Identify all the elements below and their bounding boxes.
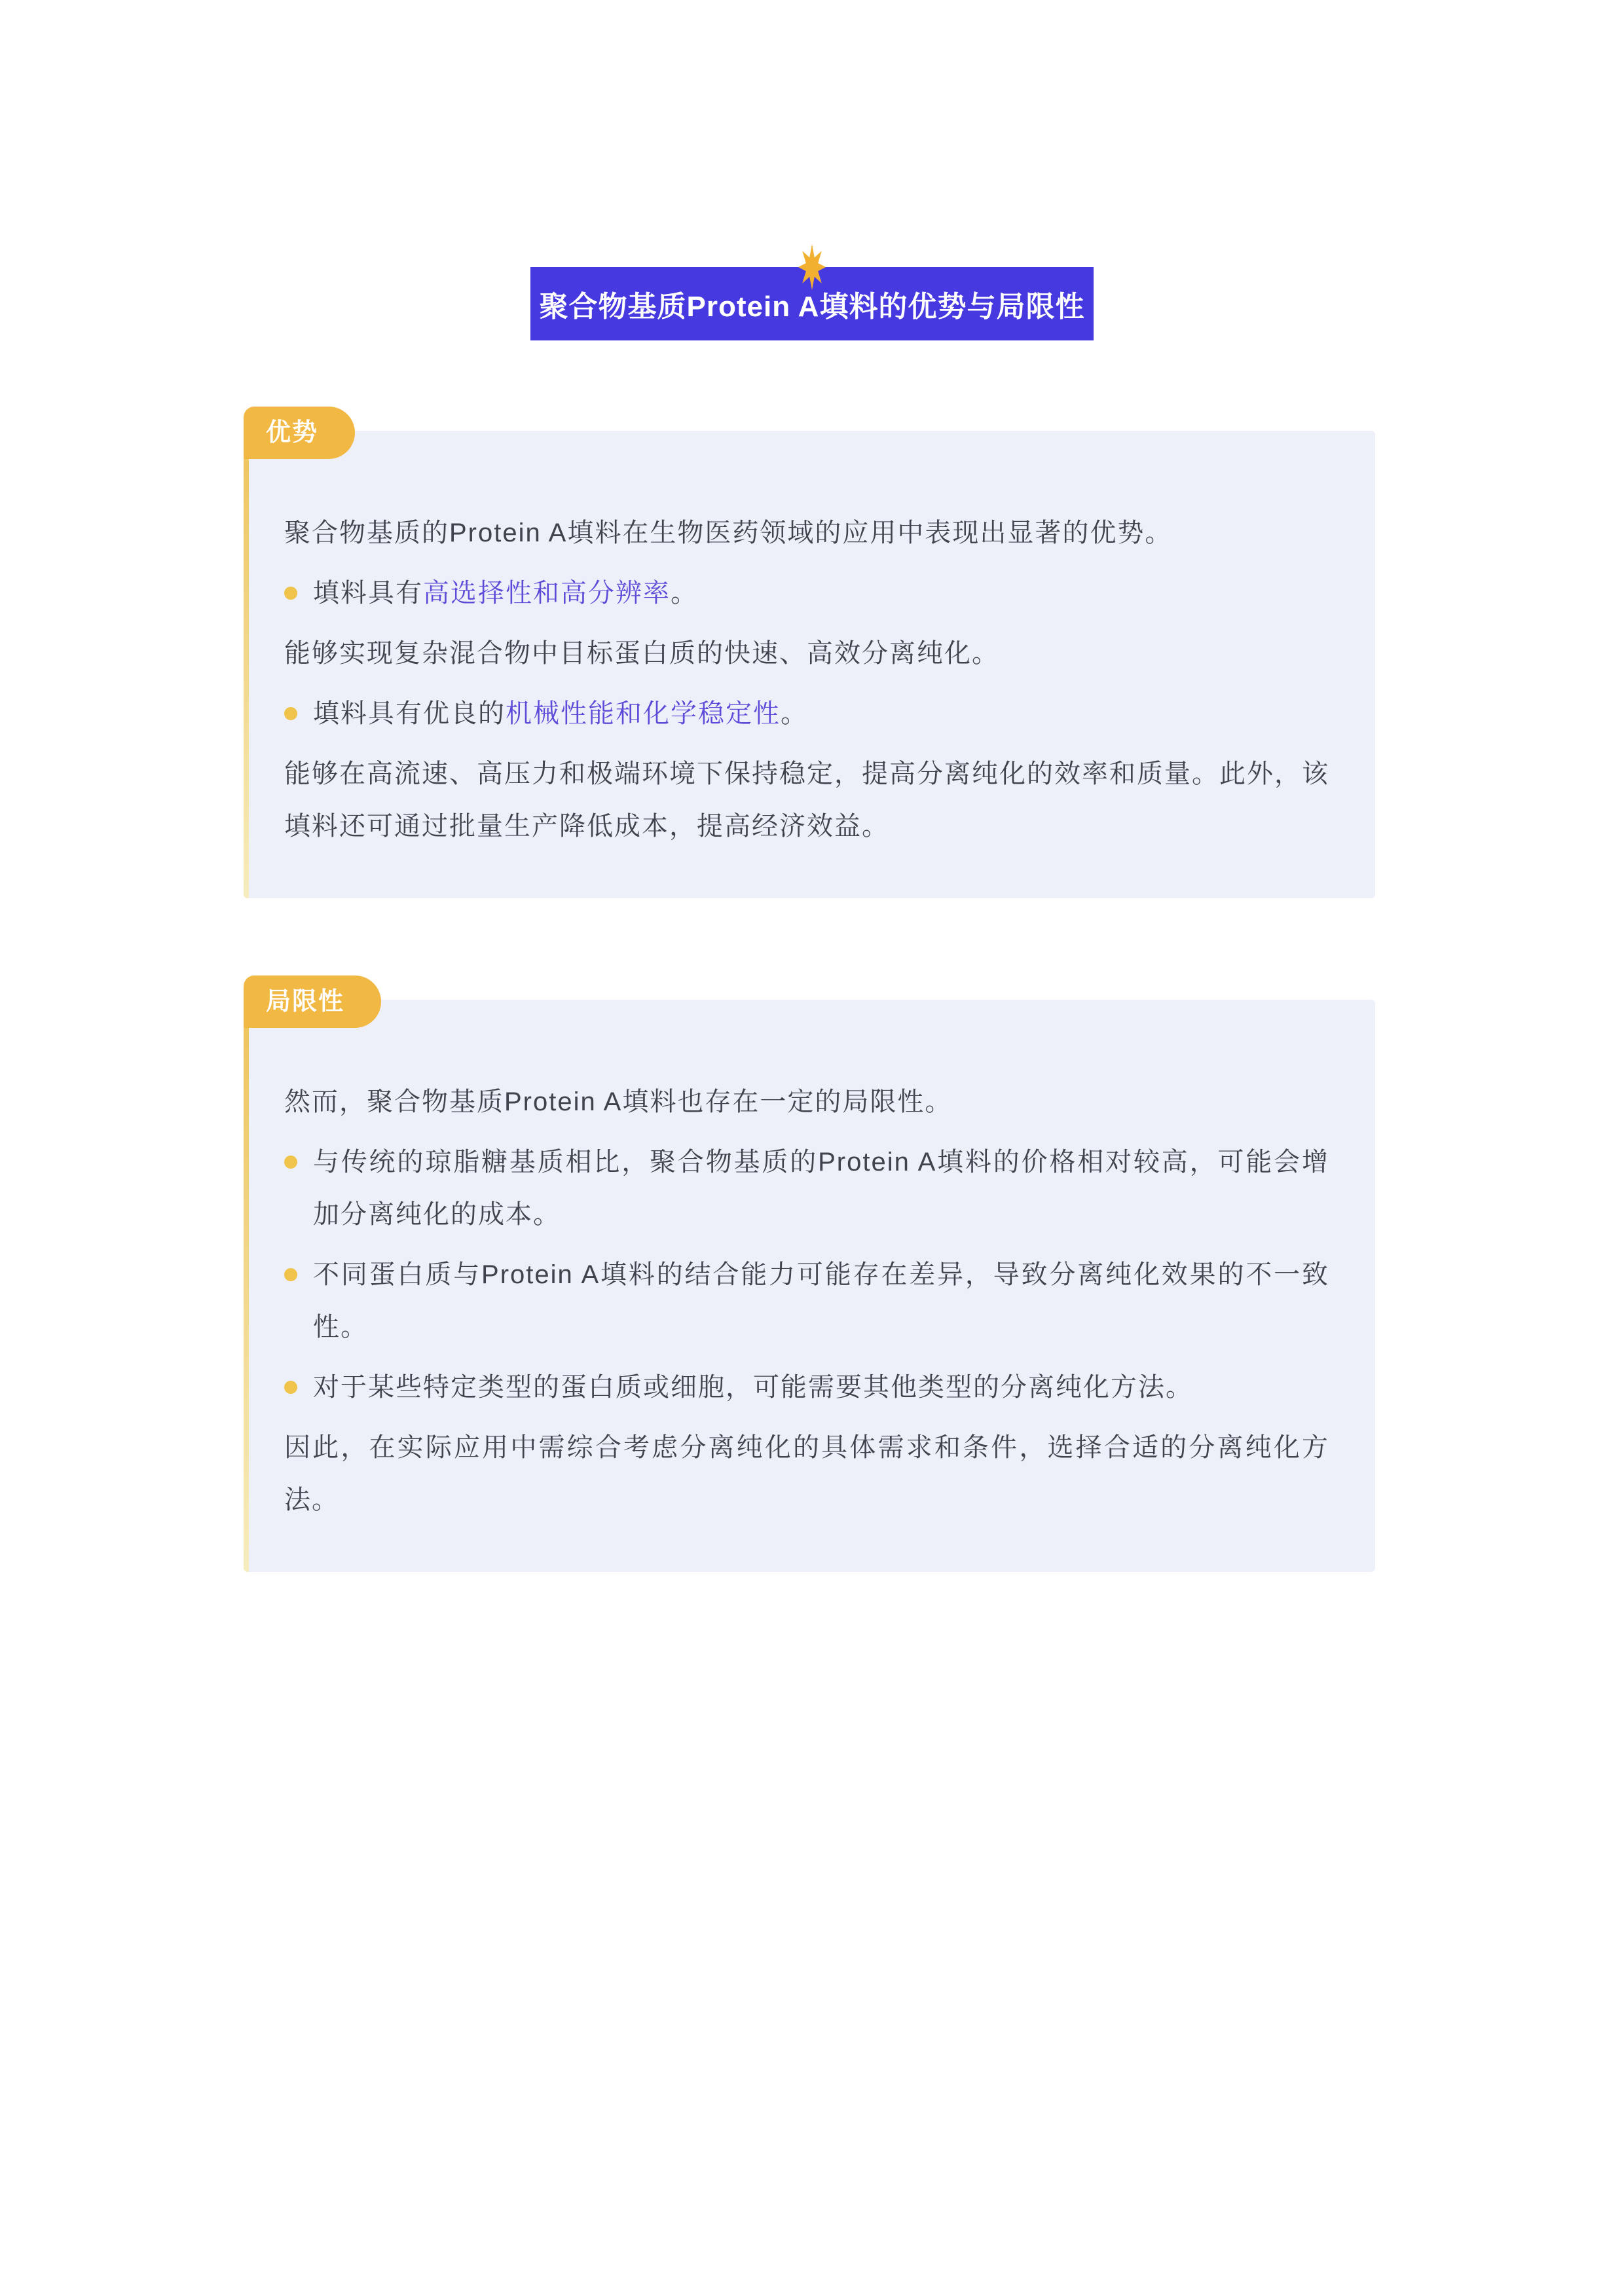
text-segment: 。	[781, 699, 808, 728]
text-segment: 能够实现复杂混合物中目标蛋白质的快速、高效分离纯化。	[284, 639, 999, 668]
paragraph-block	[284, 1076, 1329, 1128]
sections-container	[244, 419, 1375, 1572]
text-segment: 与传统的琼脂糖基质相比，聚合物基质的Protein A填料的价格相对较高，可能会增加分离纯化的成本。	[313, 1148, 1329, 1229]
text-segment: 对于某些特定类型的蛋白质或细胞，可能需要其他类型的分离纯化方法。	[313, 1373, 1193, 1402]
bullet-dot-icon	[284, 707, 297, 720]
section-card-advantages	[244, 419, 1375, 898]
text-segment: 因此，在实际应用中需综合考虑分离纯化的具体需求和条件，选择合适的分离纯化方法。	[284, 1433, 1329, 1514]
text-segment: 填料具有优良的	[313, 699, 506, 728]
paragraph	[284, 1421, 1329, 1526]
paragraph-block	[284, 507, 1329, 559]
section-badge: 优势	[244, 407, 355, 459]
bullet-item	[284, 1136, 1329, 1241]
paragraph	[284, 748, 1329, 852]
bullet-item	[284, 687, 1329, 740]
paragraph-block	[284, 627, 1329, 680]
highlighted-text: 机械性能和化学稳定性	[506, 699, 781, 728]
paragraph-block	[284, 748, 1329, 852]
text-segment: 。	[671, 579, 698, 608]
text-segment: 不同蛋白质与Protein A填料的结合能力可能存在差异，导致分离纯化效果的不一致性。	[313, 1260, 1329, 1341]
bullet-text	[313, 567, 698, 619]
bullet-item	[284, 567, 1329, 619]
bullet-dot-icon	[284, 1268, 297, 1281]
section-badge: 局限性	[244, 975, 381, 1028]
text-segment: 然而，聚合物基质Protein A填料也存在一定的局限性。	[284, 1087, 953, 1116]
paragraph	[284, 507, 1329, 559]
section-card-limitations	[244, 988, 1375, 1572]
bullet-text	[313, 1248, 1329, 1353]
bullet-dot-icon	[284, 1381, 297, 1394]
paragraph-block	[284, 1421, 1329, 1526]
bullet-text	[313, 1136, 1329, 1241]
text-segment: 聚合物基质的Protein A填料在生物医药领域的应用中表现出显著的优势。	[284, 519, 1173, 547]
paragraph	[284, 1076, 1329, 1128]
bullet-item	[284, 1361, 1329, 1413]
bullet-dot-icon	[284, 587, 297, 600]
header	[530, 0, 1094, 340]
bullet-dot-icon	[284, 1156, 297, 1169]
bullet-text	[313, 1361, 1193, 1413]
bullet-item	[284, 1248, 1329, 1353]
bullet-text	[313, 687, 808, 740]
page-title: 聚合物基质Protein A填料的优势与局限性	[539, 291, 1085, 323]
highlighted-text: 高选择性和高分辨率	[423, 579, 671, 608]
text-segment: 填料具有	[313, 579, 423, 608]
paragraph	[284, 627, 1329, 680]
star-icon	[798, 244, 826, 291]
text-segment: 能够在高流速、高压力和极端环境下保持稳定，提高分离纯化的效率和质量。此外，该填料还可通过批量生产降低成本，提高经济效益。	[284, 759, 1329, 841]
